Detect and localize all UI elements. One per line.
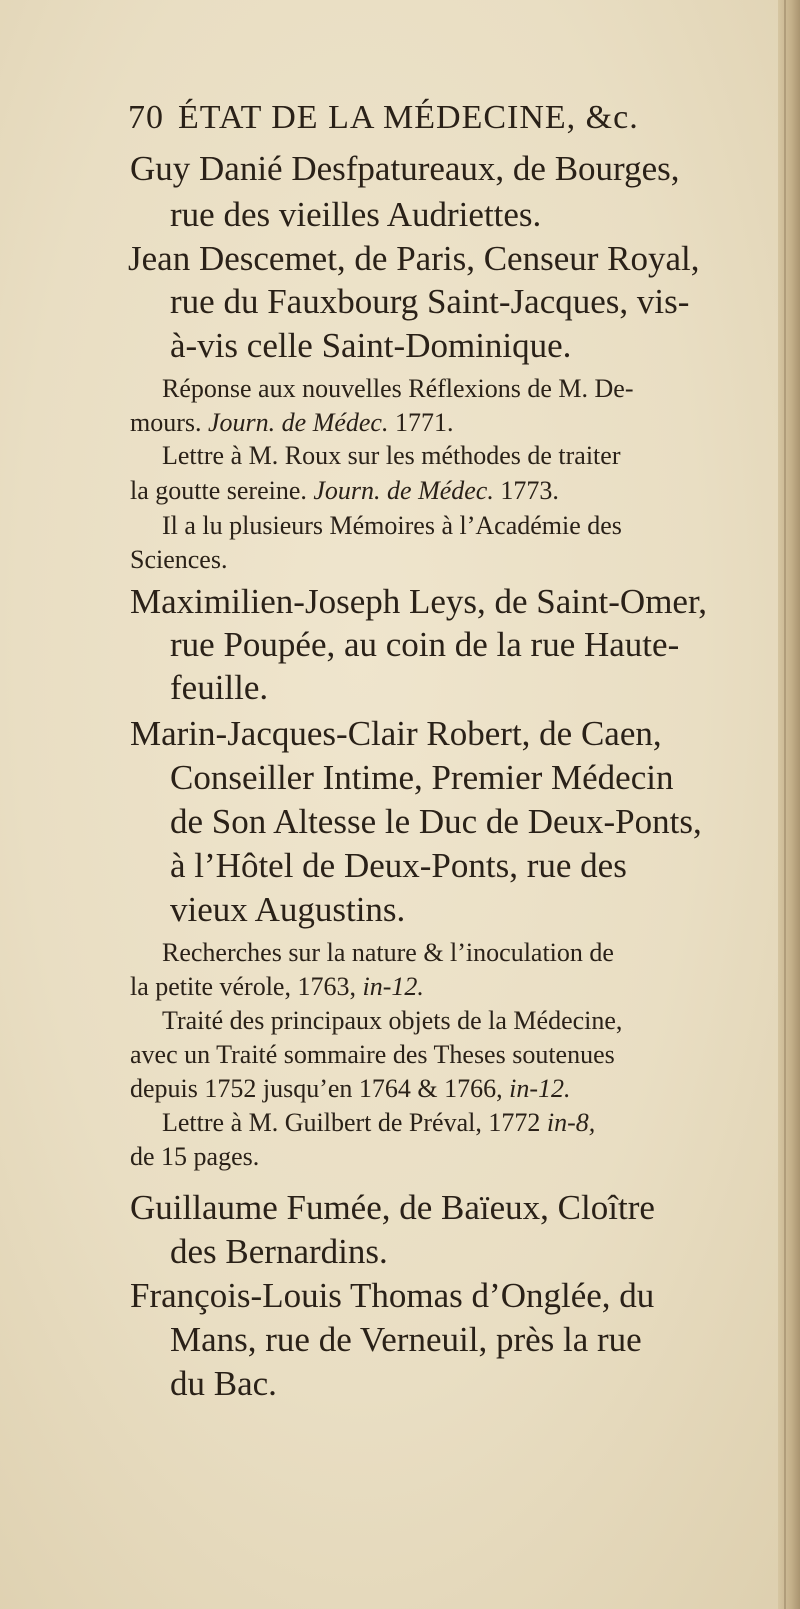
entry-line: de Son Altesse le Duc de Deux-Ponts, <box>170 802 702 841</box>
entry-line: François-Louis Thomas d’Onglée, du <box>130 1276 655 1315</box>
entry-line: vieux Augustins. <box>170 890 406 929</box>
entry-line: Jean Descemet, de Paris, Censeur Royal, <box>128 239 700 278</box>
entry-line: Maximilien-Joseph Leys, de Saint-Omer, <box>130 582 707 621</box>
entry-line: rue des vieilles Audriettes. <box>170 195 542 234</box>
entry-line: Guy Danié Desfpatureaux, de Bourges, <box>130 149 680 188</box>
entry-line: rue du Fauxbourg Saint-Jacques, vis- <box>170 282 690 321</box>
entry-line: Mans, rue de Verneuil, près la rue <box>170 1320 642 1359</box>
entry-line: Marin-Jacques-Clair Robert, de Caen, <box>130 714 662 753</box>
running-header <box>128 101 639 135</box>
work-line: la petite vérole, 1763, in-12. <box>130 972 424 1001</box>
work-line: avec un Traité sommaire des Theses soutenues <box>130 1040 615 1069</box>
work-line: Il a lu plusieurs Mémoires à l’Académie des <box>162 511 622 540</box>
entry-line: Guillaume Fumée, de Baïeux, Cloître <box>130 1188 655 1227</box>
entry-line: à-vis celle Saint-Dominique. <box>170 326 572 365</box>
work-line: Sciences. <box>130 545 228 574</box>
entry-line: rue Poupée, au coin de la rue Haute- <box>170 625 680 664</box>
work-line: la goutte sereine. Journ. de Médec. 1773. <box>130 476 559 505</box>
work-line: depuis 1752 jusqu’en 1764 & 1766, in-12. <box>130 1074 571 1103</box>
entry-line: des Bernardins. <box>170 1232 388 1271</box>
work-line: de 15 pages. <box>130 1142 260 1171</box>
work-line: Réponse aux nouvelles Réflexions de M. De- <box>162 374 634 403</box>
entry-line: à l’Hôtel de Deux-Ponts, rue des <box>170 846 627 885</box>
work-line: Recherches sur la nature & l’inoculation de <box>162 938 614 967</box>
work-line: Lettre à M. Guilbert de Préval, 1772 in-8, <box>162 1108 596 1137</box>
entry-line: Conseiller Intime, Premier Médecin <box>170 758 674 797</box>
work-line: mours. Journ. de Médec. 1771. <box>130 408 454 437</box>
work-line: Lettre à M. Roux sur les méthodes de traiter <box>162 441 621 470</box>
entry-line: du Bac. <box>170 1364 277 1403</box>
entry-line: feuille. <box>170 668 269 707</box>
work-line: Traité des principaux objets de la Médecine, <box>162 1006 623 1035</box>
page-number: 70 <box>128 99 164 136</box>
running-title: ÉTAT DE LA MÉDECINE, &c. <box>178 99 639 136</box>
